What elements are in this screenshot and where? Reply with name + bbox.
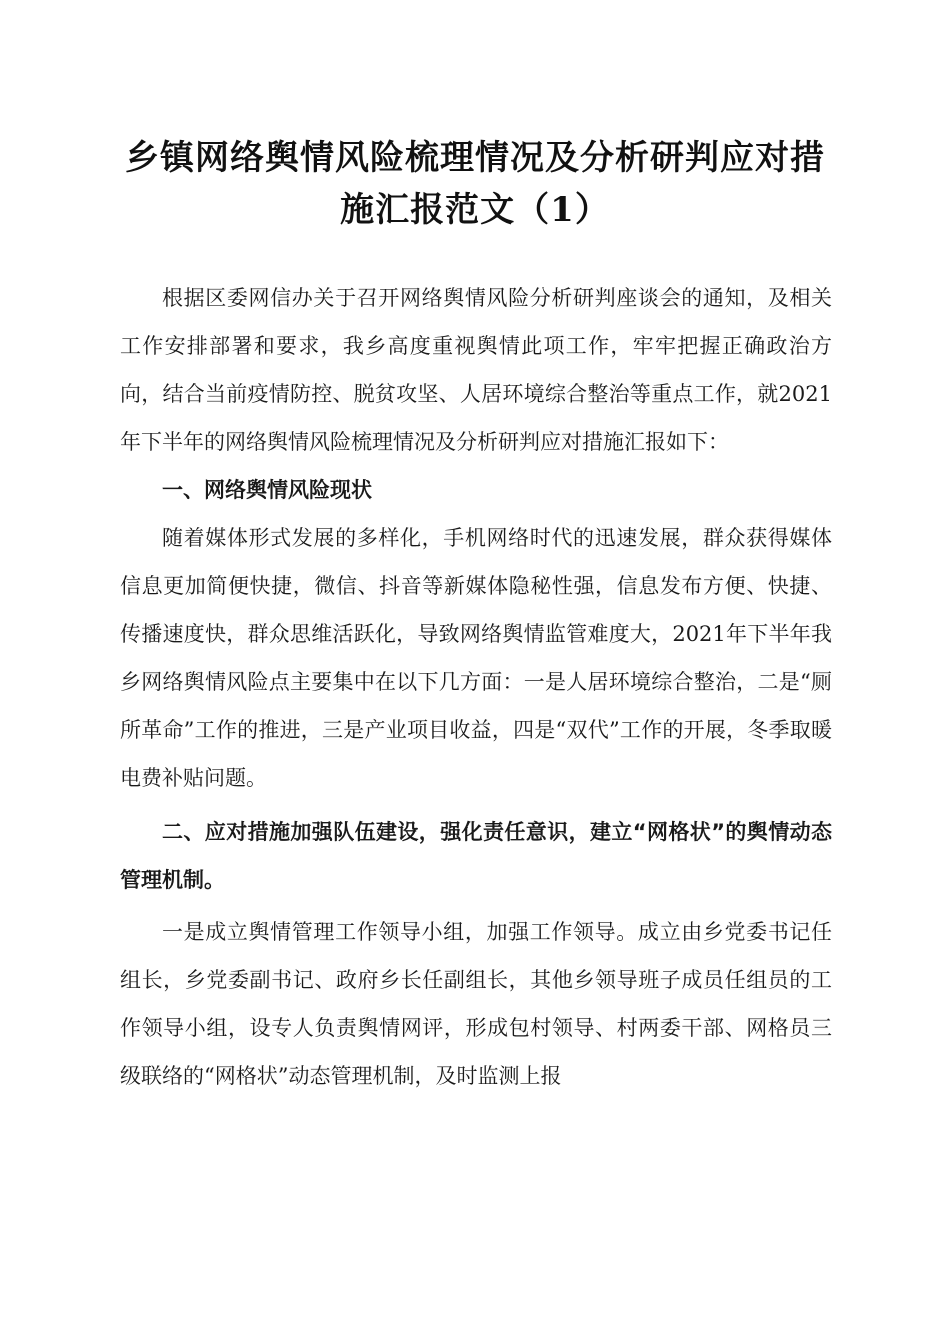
document-body [120, 274, 832, 1100]
section-1-paragraph: 随着媒体形式发展的多样化，手机网络时代的迅速发展，群众获得媒体信息更加简便快捷，微信、抖音等新媒体隐秘性强，信息发布方便、快捷、传播速度快，群众思维活跃化，导致网络舆情监管难度大，2021年下半年我乡网络舆情风险点主要集中在以下几方面：一是人居环境综合整治，二是“厕所革命”工作的推进，三是产业项目收益，四是“双代”工作的开展，冬季取暖电费补贴问题。 [120, 526, 832, 790]
section-heading-2: 二、应对措施加强队伍建设，强化责任意识，建立“网格状”的舆情动态管理机制。 [120, 820, 832, 892]
section-2-paragraph: 一是成立舆情管理工作领导小组，加强工作领导。成立由乡党委书记任组长，乡党委副书记、政府乡长任副组长，其他乡领导班子成员任组员的工作领导小组，设专人负责舆情网评，形成包村领导、村两委干部、网格员三级联络的“网格状”动态管理机制，及时监测上报 [120, 920, 832, 1088]
title-line-1: 乡镇网络舆情风险梳理情况及分析研判应对措 [125, 138, 825, 178]
title-line-2: 施汇报范文（1） [340, 190, 610, 230]
document-title [110, 132, 840, 236]
intro-paragraph: 根据区委网信办关于召开网络舆情风险分析研判座谈会的通知，及相关工作安排部署和要求，我乡高度重视舆情此项工作，牢牢把握正确政治方向，结合当前疫情防控、脱贫攻坚、人居环境综合整治等重点工作，就2021年下半年的网络舆情风险梳理情况及分析研判应对措施汇报如下： [120, 286, 832, 454]
section-heading-1: 一、网络舆情风险现状 [162, 478, 372, 502]
